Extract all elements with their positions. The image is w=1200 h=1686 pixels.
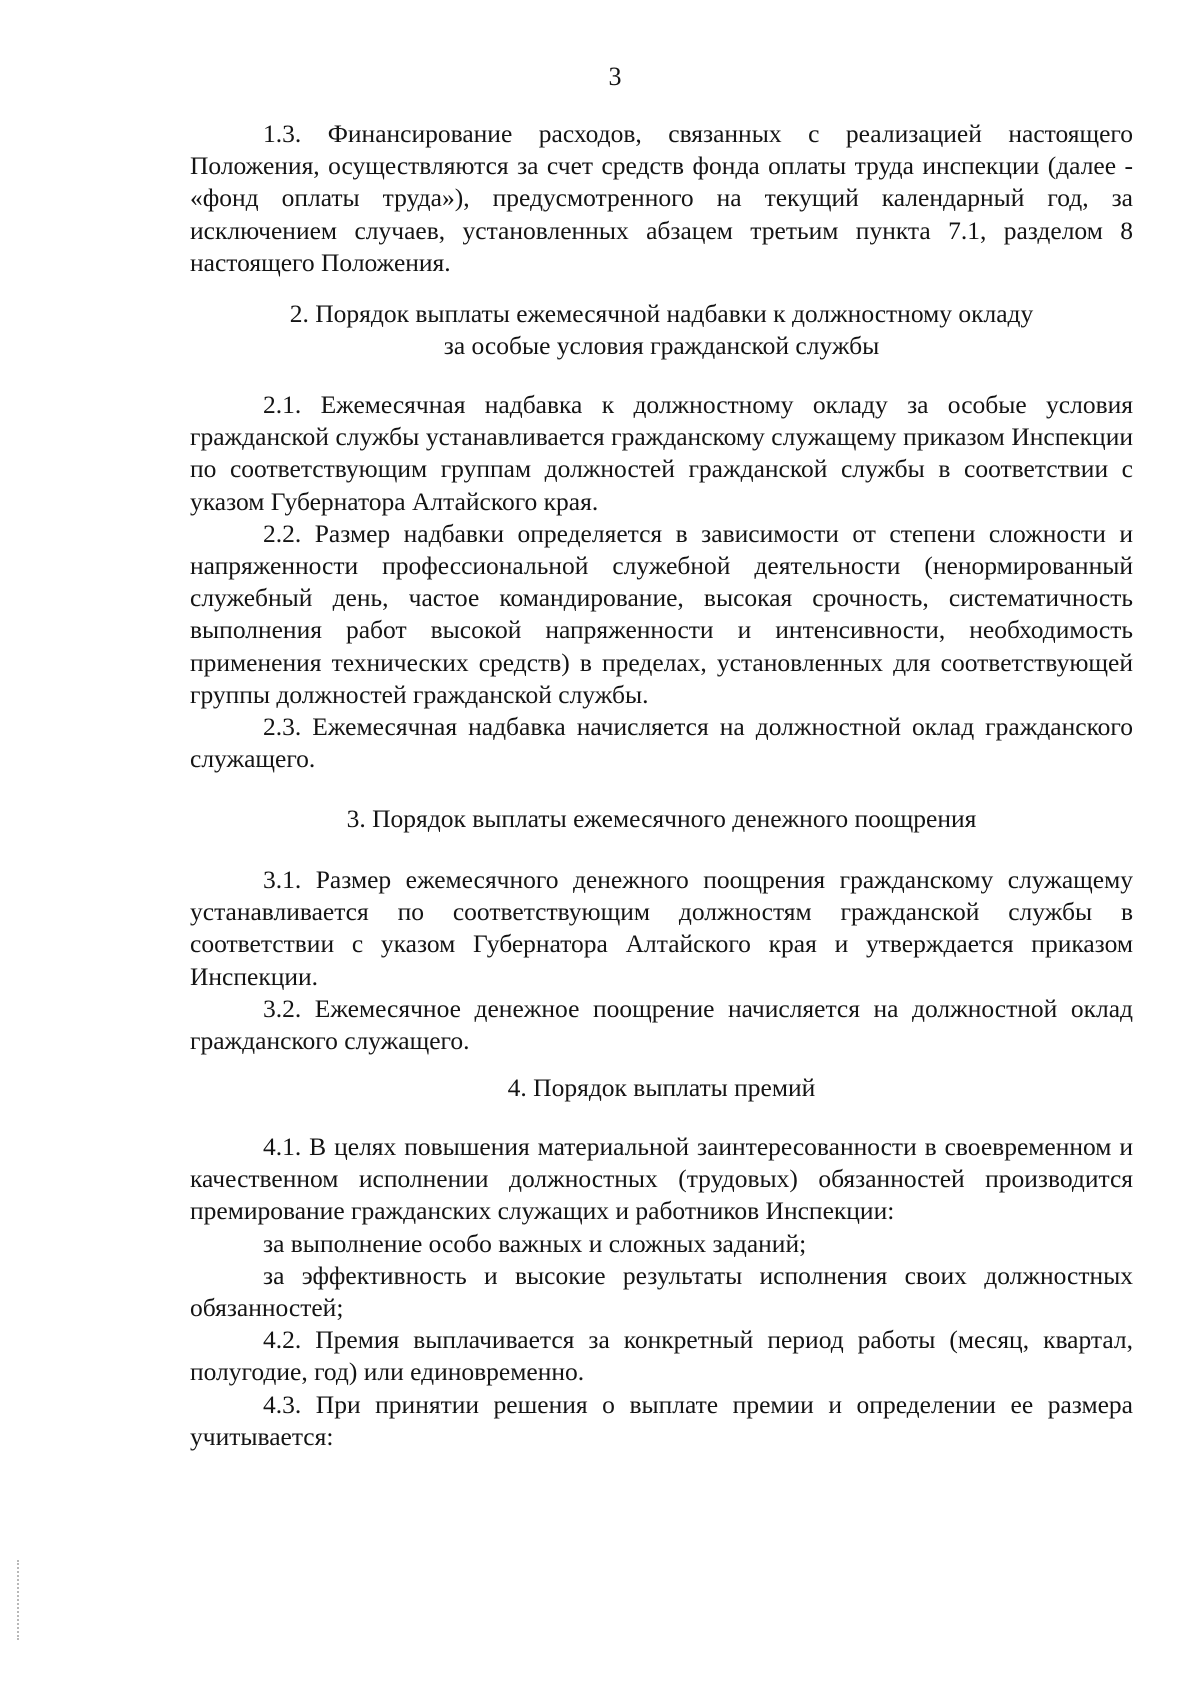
section-3-body: [190, 864, 1133, 1057]
paragraph-4-2: 4.2. Премия выплачивается за конкретный период работы (месяц, квартал, полугодие, год) или единовременно.: [190, 1325, 1133, 1387]
section-2-heading: [190, 298, 1133, 362]
page-number: 3: [608, 62, 622, 91]
section-2-body: [190, 389, 1133, 775]
section-1-3: [190, 118, 1133, 279]
scan-edge-mark: [17, 1560, 19, 1640]
section-3-heading: 3. Порядок выплаты ежемесячного денежного поощрения: [346, 804, 977, 833]
paragraph-1-3: 1.3. Финансирование расходов, связанных с реализацией настоящего Положения, осуществляются за счет средств фонда оплаты труда инспекции (далее - «фонд оплаты труда»), предусмотренного на текущий календарный год, за исключением случаев, установленных абзацем третьим пункта 7.1, разделом 8 настоящего Положения.: [190, 119, 1133, 277]
paragraph-2-2: 2.2. Размер надбавки определяется в зависимости от степени сложности и напряженности профессиональной служебной деятельности (ненормированный служебный день, частое командирование, высокая срочность, систематичность выполнения работ высокой напряженности и интенсивности, необходимость применения технических средств) в пределах, установленных для соответствующей группы должностей гражданской службы.: [190, 518, 1133, 709]
paragraph-3-1: 3.1. Размер ежемесячного денежного поощрения гражданскому служащему устанавливается по соответствующим должностям гражданской службы в соответствии с указом Губернатора Алтайского края и утверждается приказом Инспекции.: [190, 865, 1133, 991]
section-2-heading-line-2: за особые условия гражданской службы: [443, 331, 880, 361]
paragraph-2-3: 2.3. Ежемесячная надбавка начисляется на должностной оклад гражданского служащего.: [190, 712, 1133, 774]
paragraph-3-2: 3.2. Ежемесячное денежное поощрение начисляется на должностной оклад гражданского служащего.: [190, 993, 1133, 1056]
paragraph-4-1-item-2: за эффективность и высокие результаты исполнения своих должностных обязанностей;: [190, 1260, 1133, 1323]
section-4-heading: 4. Порядок выплаты премий: [507, 1073, 816, 1102]
paragraph-4-3: 4.3. При принятии решения о выплате премии и определении ее размера учитывается:: [190, 1389, 1133, 1451]
paragraph-4-1-item-1: за выполнение особо важных и сложных заданий;: [263, 1228, 807, 1258]
section-4-body: [190, 1131, 1133, 1453]
paragraph-2-1: 2.1. Ежемесячная надбавка к должностному окладу за особые условия гражданской службы устанавливается гражданскому служащему приказом Инспекции по соответствующим группам должностей гражданской службы в соответствии с указом Губернатора Алтайского края.: [190, 390, 1133, 516]
section-2-heading-line-1: 2. Порядок выплаты ежемесячной надбавки к должностному окладу: [289, 299, 1034, 328]
paragraph-4-1: 4.1. В целях повышения материальной заинтересованности в своевременном и качественном исполнении должностных (трудовых) обязанностей производится премирование гражданских служащих и работников Инспекции:: [190, 1132, 1133, 1226]
